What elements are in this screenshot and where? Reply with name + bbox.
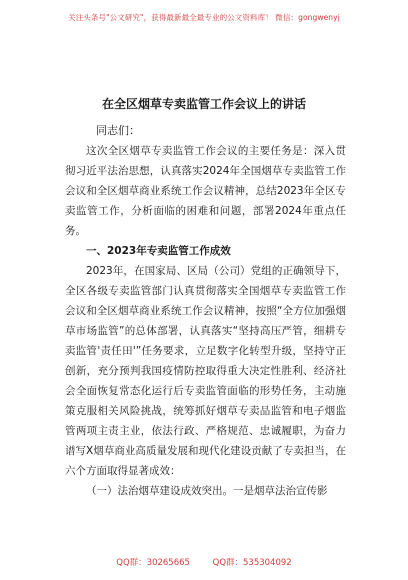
section-paragraph: 2023年，在国家局、区局（公司）党组的正确领导下，全区各级专卖监管部门认真贯彻落实全国烟草专卖监管工作会议和全区烟草商业系统工作会议精神，按照“全方位加强烟草市场监管”的总体部署，认真落实“坚持高压严管，细耕专卖监管'责任田'”任务要求，立足数字化转型升级，坚持守正创新，充分预判我国疫情防控取得重大决定性胜利、经济社会全面恢复常态化运行后专卖监管面临的形势任务，主动施策克服相关风险挑战，统筹抓好烟草专卖品监管和电子烟监管两项主责主业，依法行政、严格规范、忠诚履职，为奋力谱写X烟草商业高质量发展和现代化建设贡献了专卖担当，在六个方面取得显著成效： (65, 265, 346, 477)
salutation: 同志们： (96, 124, 140, 137)
section-heading: 一、2023年专卖监管工作成效 (86, 245, 231, 257)
footer-contact (0, 556, 408, 568)
header-promo-note: 关注头条号"公文研究"，获得最新最全最专业的公文资料库！ 微信：gongwenyj (68, 13, 340, 22)
subsection-paragraph: （一）法治烟草建设成效突出。一是烟草法治宣传影 (86, 485, 328, 497)
footer-qq-group-1: QQ群：30265665 (116, 558, 190, 568)
footer-qq-group-2: QQ群：535304092 (212, 558, 292, 568)
intro-paragraph: 这次全区烟草专卖监管工作会议的主要任务是：深入贯彻习近平法治思想，认真落实2024年全国烟草专卖监管工作会议和全区烟草商业系统工作会议精神，总结2023年全区专卖监管工作，分析面临的困难和问题，部署2024年重点任务。 (65, 145, 346, 237)
document-title: 在全区烟草专卖监管工作会议上的讲话 (101, 97, 306, 111)
document-body (65, 141, 346, 501)
